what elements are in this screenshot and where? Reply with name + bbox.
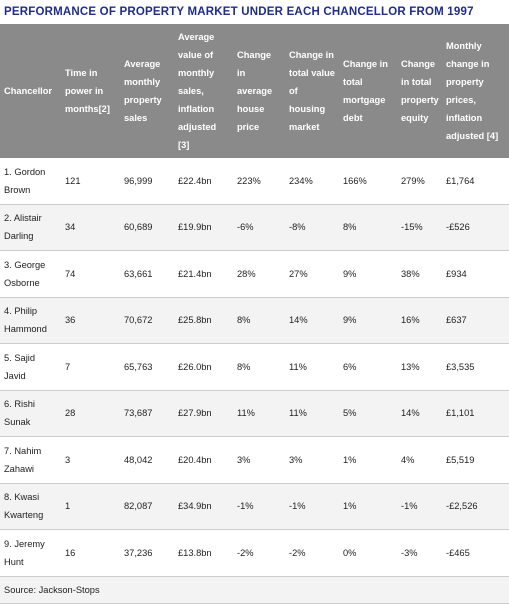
table-cell: 16 [61,530,120,577]
column-header-chancellor: Chancellor [0,24,61,158]
header-row [0,24,509,158]
table-cell: 73,687 [120,390,174,437]
table-cell: -1% [397,483,442,530]
table-cell: -1% [285,483,339,530]
table-cell: 37,236 [120,530,174,577]
chancellor-name-cell: 5. Sajid Javid [0,344,61,391]
table-cell: 1 [61,483,120,530]
chancellor-name-cell: 9. Jeremy Hunt [0,530,61,577]
table-cell: 74 [61,251,120,298]
table-cell: £21.4bn [174,251,233,298]
table-cell: 7 [61,344,120,391]
table-cell: 65,763 [120,344,174,391]
chancellor-property-table [0,24,509,577]
table-cell: 8% [339,204,397,251]
table-cell: 5% [339,390,397,437]
table-cell: 8% [233,344,285,391]
column-header-change-total-value: Change in total value of housing market [285,24,339,158]
table-row [0,530,509,577]
table-row [0,483,509,530]
table-cell: 9% [339,297,397,344]
table-cell: -2% [285,530,339,577]
table-cell: £34.9bn [174,483,233,530]
source-note: Source: Jackson-Stops [0,577,509,604]
table-cell: £25.8bn [174,297,233,344]
table-cell: -£465 [442,530,509,577]
chancellor-name-cell: 3. George Osborne [0,251,61,298]
table-row [0,437,509,484]
table-cell: 0% [339,530,397,577]
table-cell: £5,519 [442,437,509,484]
column-header-change-avg-house-price: Change in average house price [233,24,285,158]
table-cell: £19.9bn [174,204,233,251]
table-cell: 14% [397,390,442,437]
table-cell: 1% [339,437,397,484]
table-cell: 279% [397,158,442,204]
column-header-avg-value-monthly-sales: Average value of monthly sales, inflation adjusted [3] [174,24,233,158]
table-cell: £27.9bn [174,390,233,437]
table-cell: 34 [61,204,120,251]
table-cell: £3,535 [442,344,509,391]
table-row [0,204,509,251]
table-row [0,251,509,298]
chancellor-name-cell: 1. Gordon Brown [0,158,61,204]
table-cell: £26.0bn [174,344,233,391]
table-cell: -£2,526 [442,483,509,530]
table-row [0,158,509,204]
column-header-monthly-price-change: Monthly change in property prices, inflation adjusted [4] [442,24,509,158]
table-cell: 28% [233,251,285,298]
table-cell: 3% [233,437,285,484]
table-cell: 13% [397,344,442,391]
column-header-change-property-equity: Change in total property equity [397,24,442,158]
table-cell: 9% [339,251,397,298]
table-cell: -8% [285,204,339,251]
table-cell: 48,042 [120,437,174,484]
table-cell: -1% [233,483,285,530]
table-cell: 6% [339,344,397,391]
table-cell: 121 [61,158,120,204]
table-cell: -3% [397,530,442,577]
table-cell: £1,764 [442,158,509,204]
table-cell: £20.4bn [174,437,233,484]
table-cell: 36 [61,297,120,344]
chancellor-name-cell: 8. Kwasi Kwarteng [0,483,61,530]
table-cell: 1% [339,483,397,530]
table-row [0,390,509,437]
table-cell: -£526 [442,204,509,251]
table-cell: 14% [285,297,339,344]
table-cell: £1,101 [442,390,509,437]
table-cell: 16% [397,297,442,344]
chancellor-name-cell: 2. Alistair Darling [0,204,61,251]
table-row [0,344,509,391]
table-cell: 63,661 [120,251,174,298]
table-cell: 3% [285,437,339,484]
table-cell: £22.4bn [174,158,233,204]
table-cell: 82,087 [120,483,174,530]
table-cell: £637 [442,297,509,344]
table-cell: 3 [61,437,120,484]
table-cell: 4% [397,437,442,484]
table-cell: -2% [233,530,285,577]
table-cell: 11% [233,390,285,437]
table-body [0,158,509,576]
column-header-change-mortgage-debt: Change in total mortgage debt [339,24,397,158]
table-cell: -15% [397,204,442,251]
table-cell: 27% [285,251,339,298]
table-cell: £934 [442,251,509,298]
table-cell: 11% [285,344,339,391]
table-cell: 60,689 [120,204,174,251]
table-row [0,297,509,344]
chancellor-name-cell: 4. Philip Hammond [0,297,61,344]
chancellor-name-cell: 6. Rishi Sunak [0,390,61,437]
table-cell: 234% [285,158,339,204]
chancellor-name-cell: 7. Nahim Zahawi [0,437,61,484]
table-title: PERFORMANCE OF PROPERTY MARKET UNDER EACH CHANCELLOR FROM 1997 [4,6,474,18]
table-cell: -6% [233,204,285,251]
column-header-avg-monthly-sales: Average monthly property sales [120,24,174,158]
table-cell: 166% [339,158,397,204]
table-cell: 38% [397,251,442,298]
column-header-time-in-power: Time in power in months[2] [61,24,120,158]
table-cell: £13.8bn [174,530,233,577]
table-cell: 96,999 [120,158,174,204]
table-cell: 28 [61,390,120,437]
table-cell: 11% [285,390,339,437]
table-cell: 8% [233,297,285,344]
table-cell: 70,672 [120,297,174,344]
table-cell: 223% [233,158,285,204]
